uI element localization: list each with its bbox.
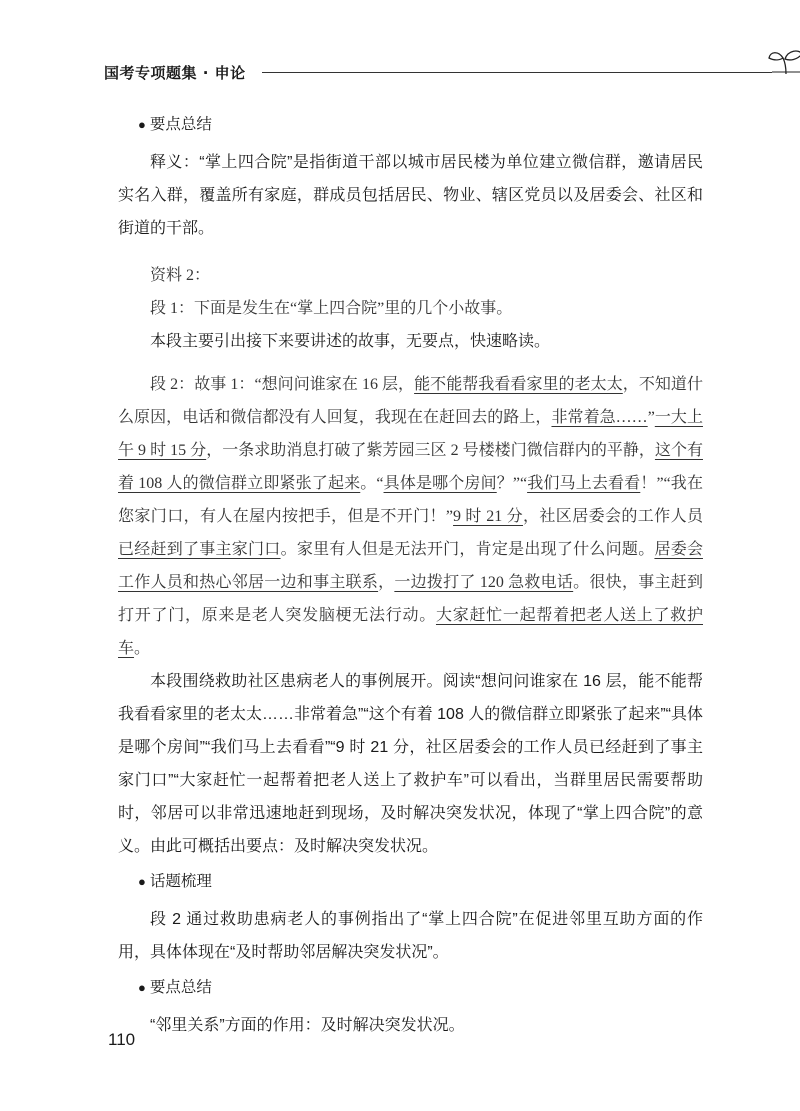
sprout-icon (766, 46, 800, 76)
analysis-paragraph: 本段围绕救助社区患病老人的事例展开。阅读“想问问谁家在 16 层，能不能帮我看看家里的老太太……非常着急”“这个有着 108 人的微信群立即紧张了起来”“具体是哪个房间”“我们马上去看看”“9 时 21 分，社区居委会的工作人员已经赶到了事主家门口”“大家赶忙一起帮着把老人送上了救护车”可以看出，当群里居民需要帮助时，邻居可以非常迅速地赶到现场，及时解决突发状况，体现了“掌上四合院”的意义。由此可概括出要点：及时解决突发状况。 (118, 673, 703, 855)
bullet-icon: ● (138, 874, 146, 889)
page-number: 110 (108, 1030, 136, 1049)
header-title: 国考专项题集 · 申论 (104, 64, 246, 82)
header-rule (262, 72, 772, 73)
bullet-icon: ● (138, 117, 146, 132)
material-label: 资料 2： (150, 267, 211, 284)
section-heading: ● 要点总结 (138, 979, 212, 996)
topic-paragraph: 段 2 通过救助患病老人的事例指出了“掌上四合院”在促进邻里互助方面的作用，具体体现在“及时帮助邻居解决突发状况”。 (118, 911, 703, 961)
definition-paragraph: 释义：“掌上四合院”是指街道干部以城市居民楼为单位建立微信群，邀请居民实名入群，覆盖所有家庭，群成员包括居民、物业、辖区党员以及居委会、社区和街道的干部。 (118, 154, 703, 237)
paragraph-1-note: 本段主要引出接下来要讲述的故事，无要点，快速略读。 (150, 333, 551, 350)
material-paragraph-1: 段 1：下面是发生在“掌上四合院”里的几个小故事。 (150, 300, 513, 317)
material-paragraph-2: 段 2：故事 1：“想问问谁家在 16 层，能不能帮我看看家里的老太太，不知道什么原因，电话和微信都没有人回复，我现在在赶回去的路上，非常着急……”一大上午 9 时 15 分，一条求助消息打破了紫芳园三区 2 号楼楼门微信群内的平静，这个有着 108 人的微信群立即紧张了起来。“具体是哪个房间？”“我们马上去看看！”“我在您家门口，有人在屋内按把手，但是不开门！”9 时 21 分，社区居委会的工作人员已经赶到了事主家门口。家里有人但是无法开门，肯定是出现了什么问题。居委会工作人员和热心邻居一边和事主联系，一边拨打了 120 急救电话。很快，事主赶到打开了门，原来是老人突发脑梗无法行动。大家赶忙一起帮着把老人送上了救护车。 (118, 376, 703, 657)
section-heading: ● 要点总结 (138, 116, 212, 133)
bullet-icon: ● (138, 980, 146, 995)
running-header (104, 62, 724, 86)
page-content (118, 112, 703, 1042)
summary-paragraph: “邻里关系”方面的作用：及时解决突发状况。 (150, 1017, 465, 1034)
section-heading: ● 话题梳理 (138, 873, 212, 890)
